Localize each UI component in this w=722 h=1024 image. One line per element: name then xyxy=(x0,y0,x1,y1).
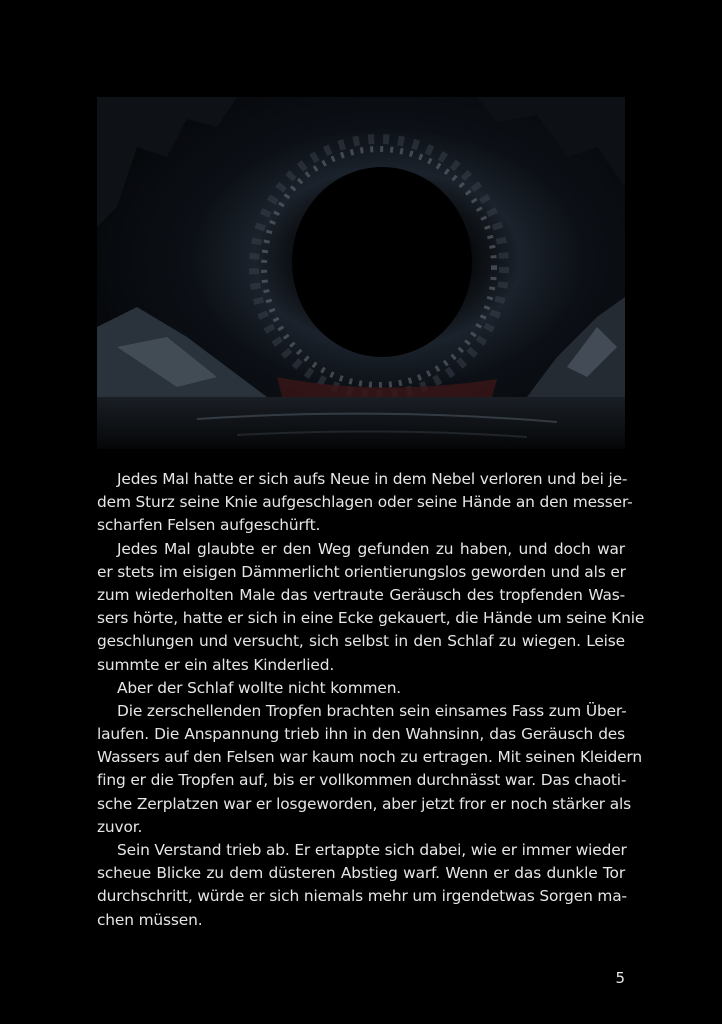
text-line: Jedes Mal hatte er sich aufs Neue in dem Nebel verloren und bei je- xyxy=(117,470,628,488)
text-line: Aber der Schlaf wollte nicht kommen. xyxy=(117,678,402,697)
text-line: dem Sturz seine Knie aufgeschlagen oder seine Hände an den messer- xyxy=(97,493,633,512)
text-line: Wassers auf den Felsen war kaum noch zu ertragen. Mit seinen Kleidern xyxy=(97,748,642,767)
text-line: Jedes Mal glaubte er den Weg gefunden zu haben, und doch war xyxy=(117,539,625,558)
cave-illustration xyxy=(97,97,625,449)
body-text xyxy=(97,468,645,932)
text-line: scharfen Felsen aufgeschürft. xyxy=(97,516,321,535)
text-line: durchschritt, würde er sich niemals mehr um irgendetwas Sorgen ma- xyxy=(97,887,627,906)
page-number: 5 xyxy=(615,969,625,987)
text-line: scheue Blicke zu dem düsteren Abstieg warf. Wenn er das dunkle Tor xyxy=(97,864,625,883)
text-line: geschlungen und versucht, sich selbst in den Schlaf zu wiegen. Leise xyxy=(97,632,625,651)
text-line: summte er ein altes Kinderlied. xyxy=(97,655,335,674)
text-line: zuvor. xyxy=(97,817,143,836)
text-line: zum wiederholten Male das vertraute Geräusch des tropfenden Was- xyxy=(97,585,625,604)
cave-tunnel-image xyxy=(97,97,625,449)
text-line: sers hörte, hatte er sich in eine Ecke gekauert, die Hände um seine Knie xyxy=(97,609,645,628)
text-line: Die zerschellenden Tropfen brachten sein einsames Fass zum Über- xyxy=(117,701,627,720)
text-line: er stets im eisigen Dämmerlicht orientierungslos geworden und als er xyxy=(97,562,626,581)
text-line: fing er die Tropfen auf, bis er vollkommen durchnässt war. Das chaoti- xyxy=(97,771,627,790)
text-line: chen müssen. xyxy=(97,910,203,929)
text-line: Sein Verstand trieb ab. Er ertappte sich dabei, wie er immer wieder xyxy=(117,841,627,859)
text-line: sche Zerplatzen war er losgeworden, aber jetzt fror er noch stärker als xyxy=(97,794,631,813)
text-line: laufen. Die Anspannung trieb ihn in den Wahnsinn, das Geräusch des xyxy=(97,725,625,744)
